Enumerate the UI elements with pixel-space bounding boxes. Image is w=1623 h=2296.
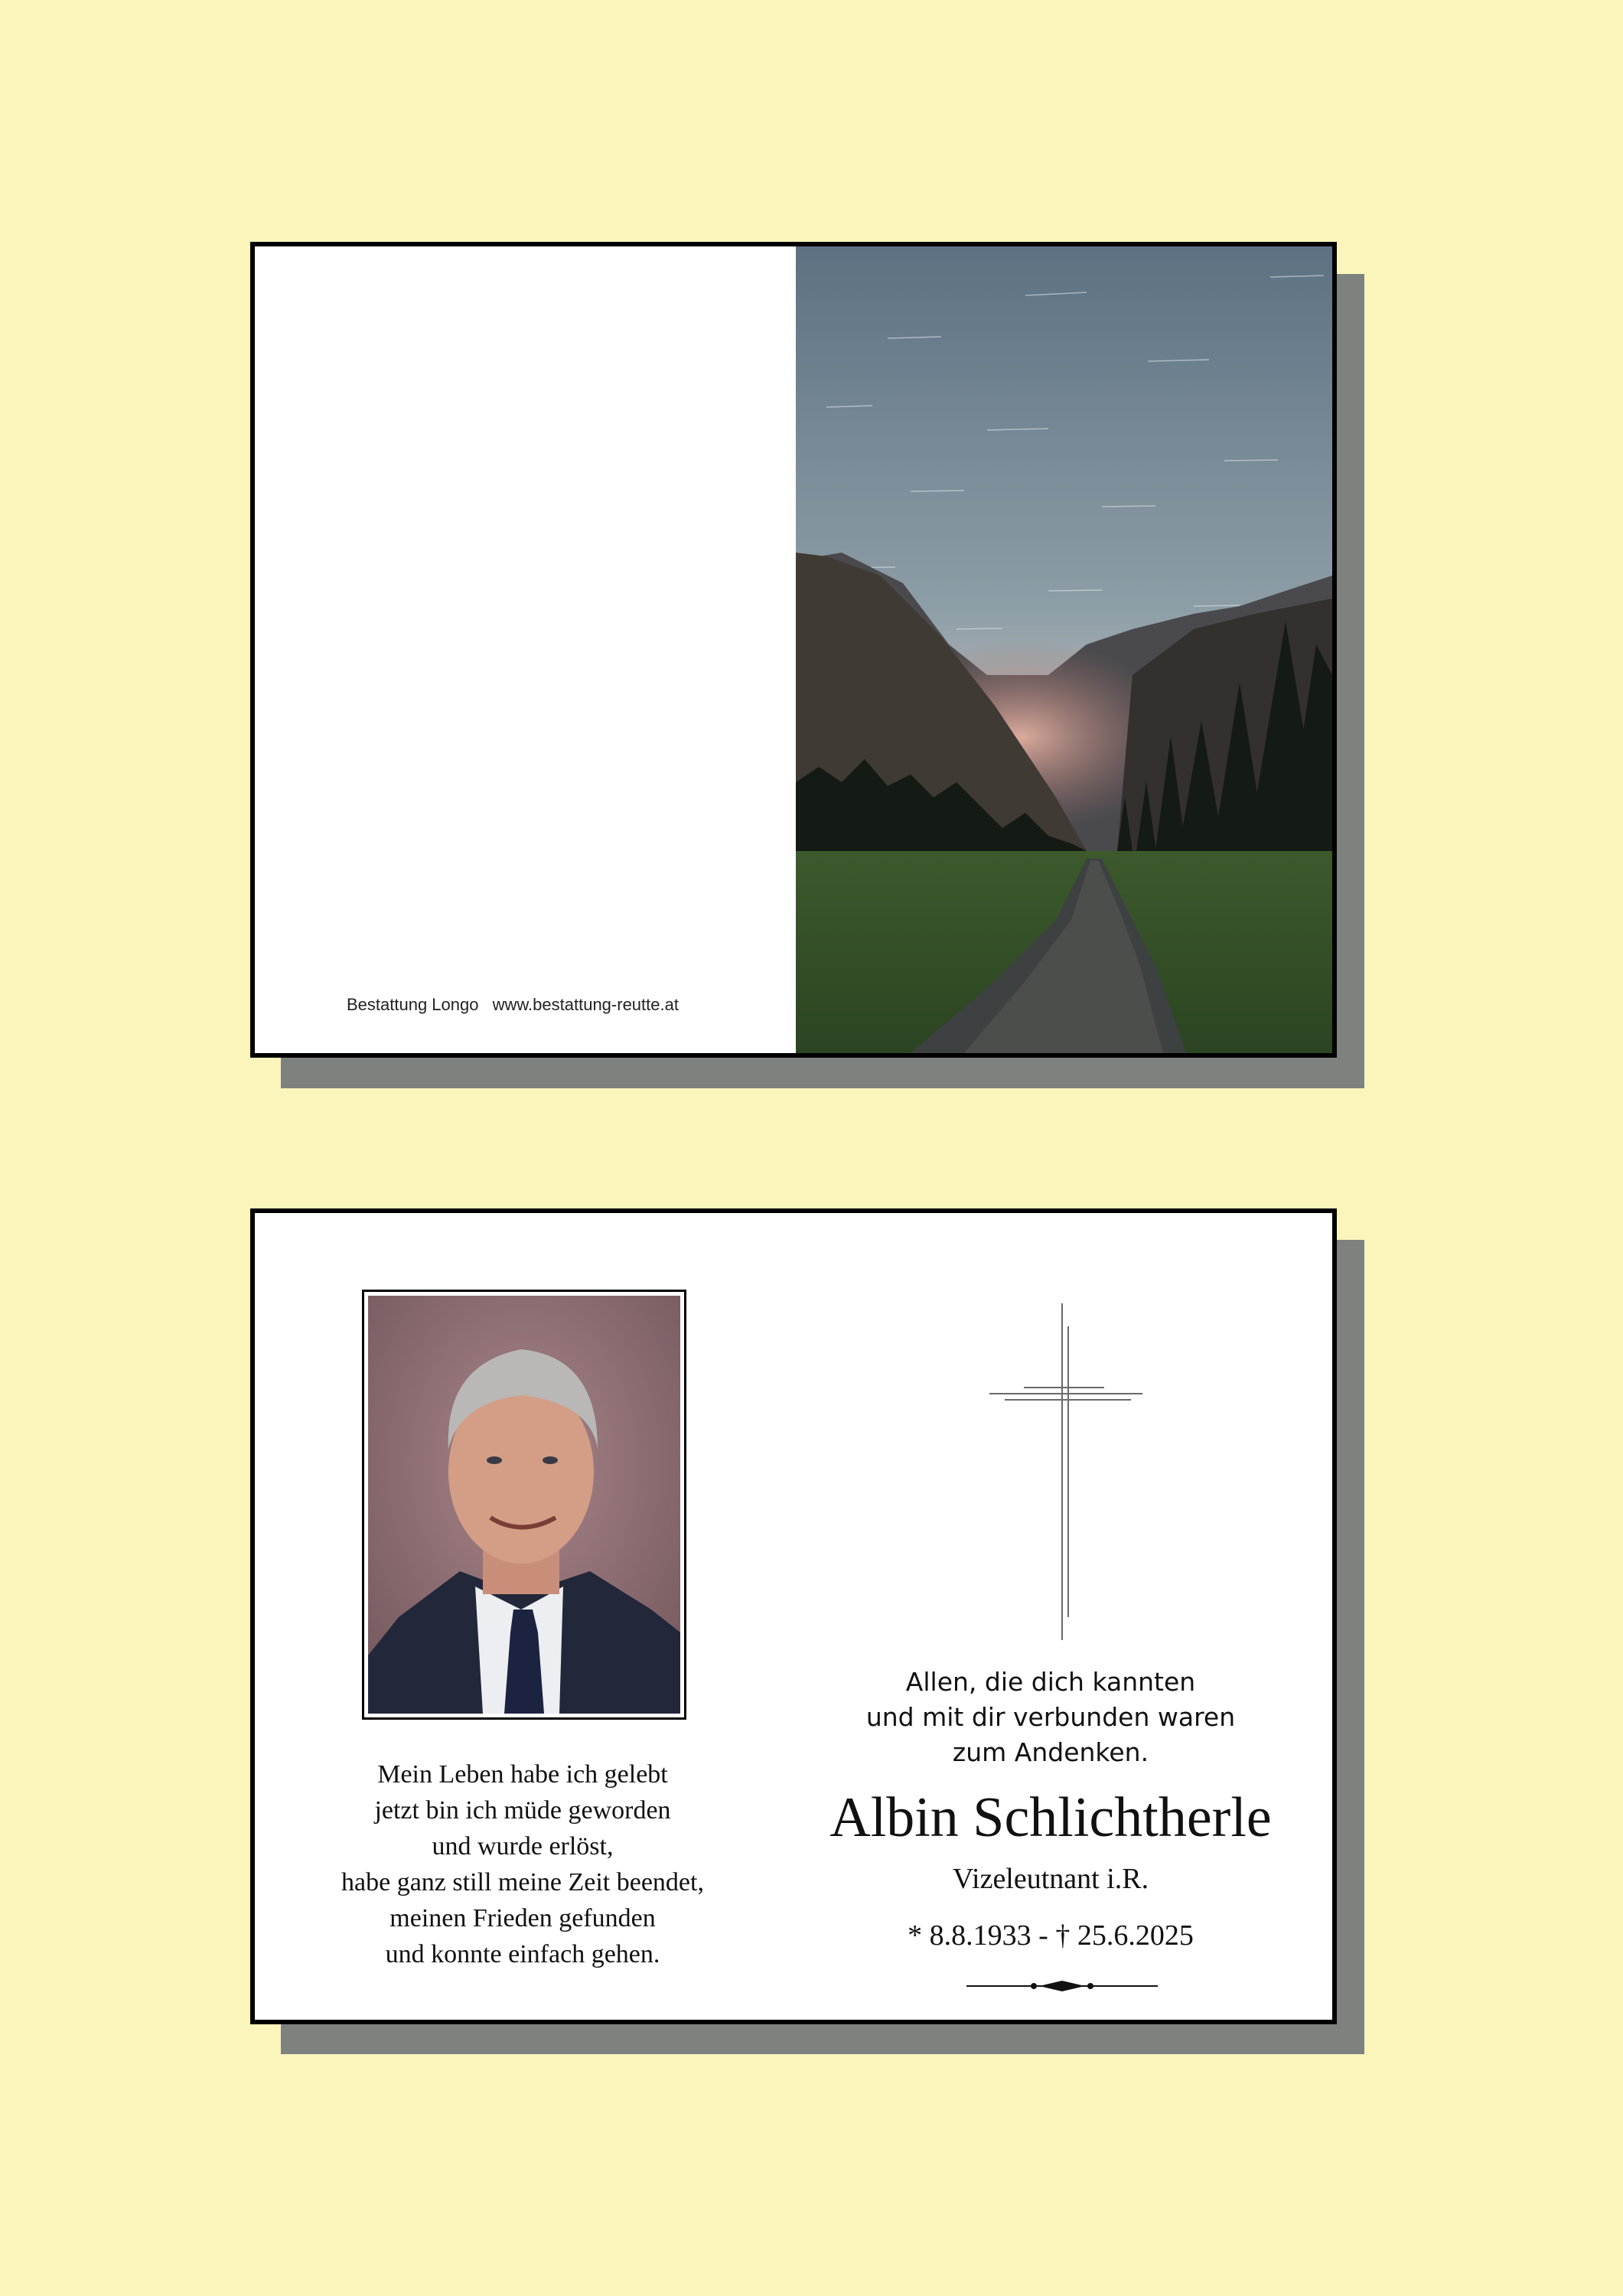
poem-line: Mein Leben habe ich gelebt — [377, 1760, 668, 1789]
poem-line: meinen Frieden gefunden — [389, 1904, 656, 1932]
poem-line: und konnte einfach gehen. — [385, 1940, 660, 1968]
cross-icon-graphic — [989, 1303, 1142, 1640]
funeral-home-website: www.bestattung-reutte.at — [492, 995, 679, 1014]
front-card-blank-panel — [255, 246, 796, 1053]
landscape-image — [796, 246, 1332, 1053]
cross-icon — [989, 1303, 1142, 1640]
poem-line: und wurde erlöst, — [432, 1832, 614, 1861]
funeral-home-name: Bestattung Longo — [347, 995, 479, 1014]
poem-line: jetzt bin ich müde geworden — [374, 1796, 671, 1825]
deceased-name: Albin Schlichtherle — [829, 1786, 1272, 1849]
memorial-poem — [301, 1756, 745, 1972]
life-dates: * 8.8.1933 - † 25.6.2025 — [908, 1919, 1194, 1952]
dedication-line: Allen, die dich kannten — [905, 1667, 1196, 1697]
ornament-divider-icon — [966, 1978, 1158, 1994]
dedication-line: und mit dir verbunden waren — [865, 1702, 1236, 1732]
portrait-frame — [362, 1290, 686, 1720]
poem-line: habe ganz still meine Zeit beendet, — [341, 1868, 704, 1896]
dedication-text — [844, 1665, 1257, 1770]
portrait-photo — [368, 1296, 680, 1714]
deceased-rank: Vizeleutnant i.R. — [952, 1863, 1149, 1895]
landscape-photo — [796, 246, 1332, 1053]
front-card — [250, 242, 1337, 1058]
dedication-line: zum Andenken. — [952, 1737, 1149, 1767]
funeral-home-footer — [347, 995, 745, 1015]
back-card — [250, 1208, 1337, 2024]
ornament-divider-graphic — [966, 1978, 1158, 1994]
